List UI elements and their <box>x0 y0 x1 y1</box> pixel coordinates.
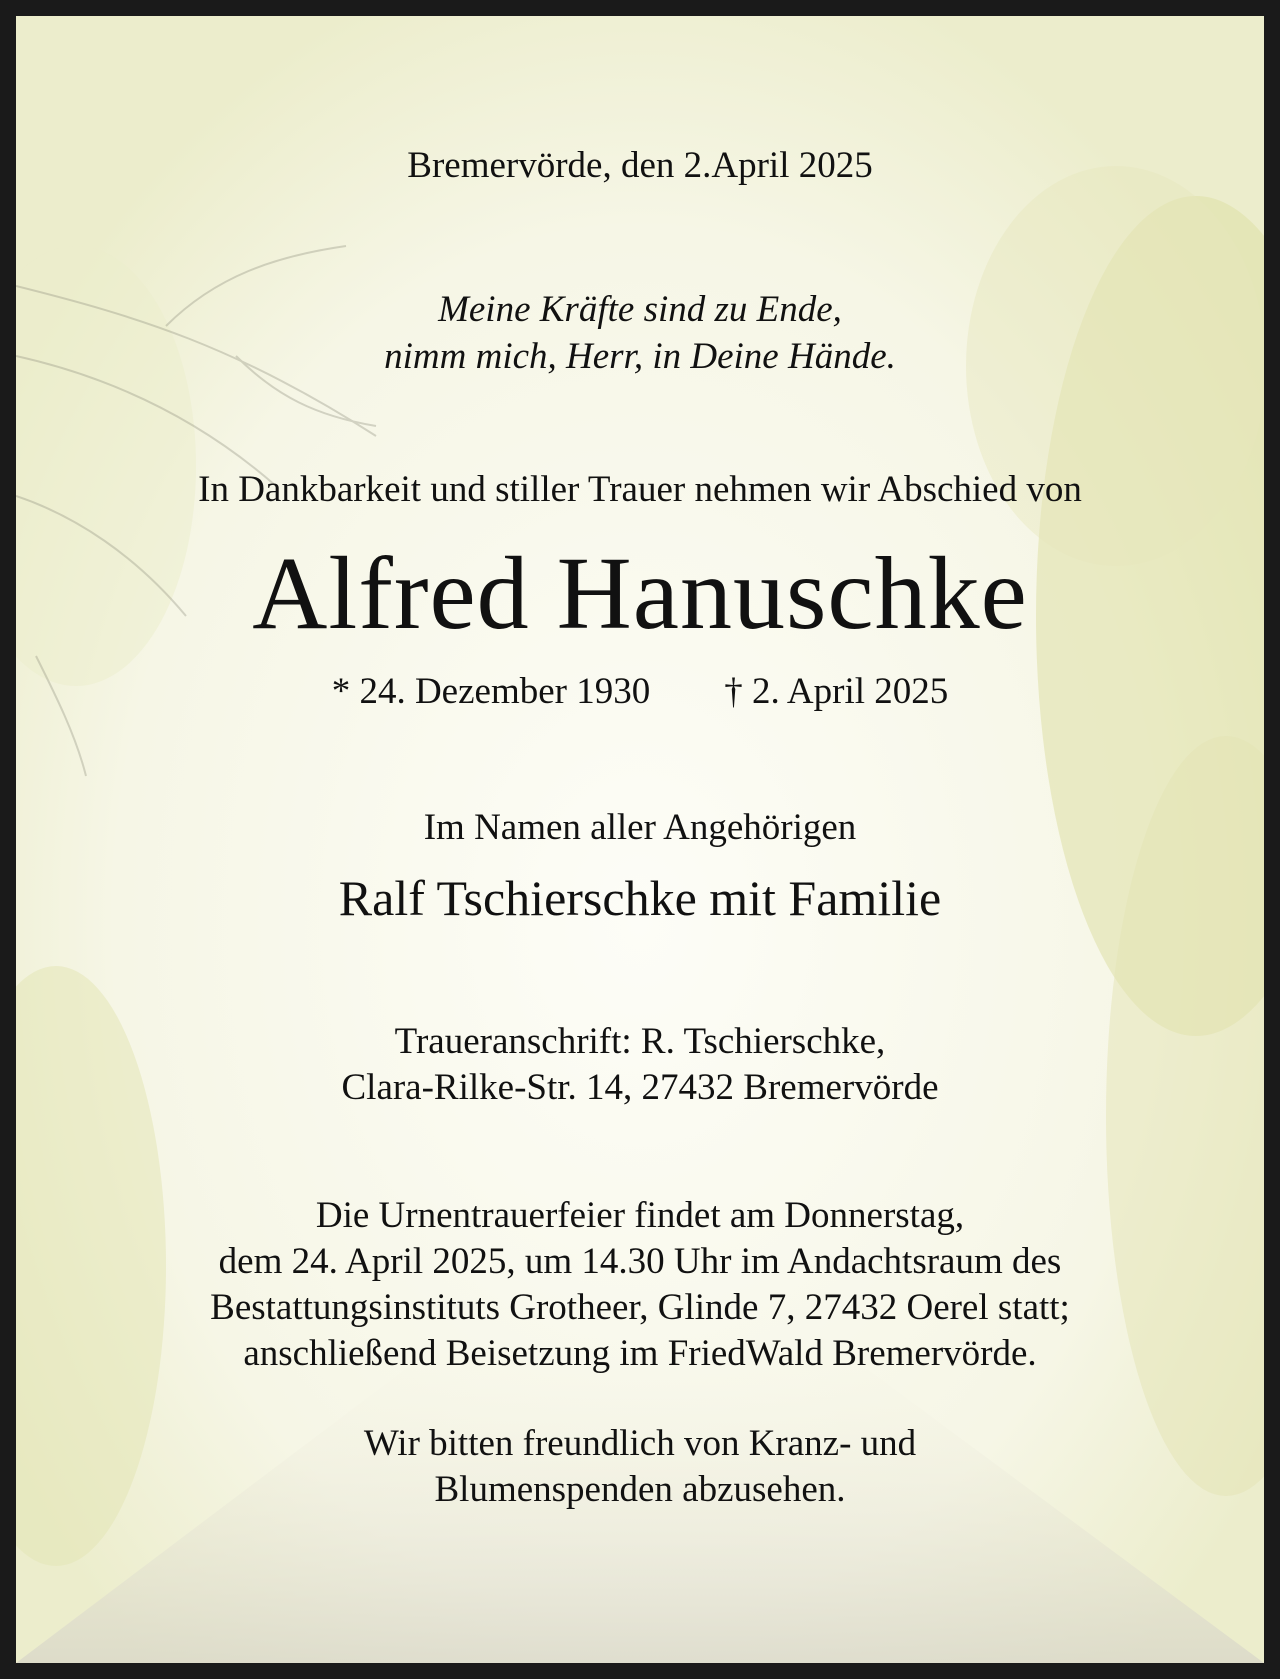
mourning-address <box>16 1019 1264 1111</box>
ceremony-line: dem 24. April 2025, um 14.30 Uhr im Andachtsraum des <box>218 1241 1062 1282</box>
farewell-intro: In Dankbarkeit und stiller Trauer nehmen wir Abschied von <box>198 469 1082 510</box>
request-line: Blumenspenden abzusehen. <box>434 1469 846 1510</box>
notice-text <box>16 16 1264 1663</box>
ceremony-line: Bestattungsinstituts Grotheer, Glinde 7, 27432 Oerel statt; <box>210 1287 1070 1328</box>
death-date: † 2. April 2025 <box>724 671 949 712</box>
family-intro: Im Namen aller Angehörigen <box>423 807 857 848</box>
ceremony-line: Die Urnentrauerfeier findet am Donnerstag, <box>315 1195 965 1236</box>
address-line: Traueranschrift: R. Tschierschke, <box>394 1021 886 1062</box>
deceased-name: Alfred Hanuschke <box>252 536 1028 651</box>
ceremony-details <box>16 1193 1264 1377</box>
birth-date: * 24. Dezember 1930 <box>331 671 651 712</box>
family-name: Ralf Tschierschke mit Familie <box>338 870 942 926</box>
address-line: Clara-Rilke-Str. 14, 27432 Bremervörde <box>341 1067 939 1108</box>
verse-line: Meine Kräfte sind zu Ende, <box>438 289 842 330</box>
verse-line: nimm mich, Herr, in Deine Hände. <box>384 336 896 377</box>
flower-request <box>16 1421 1264 1513</box>
place-and-date: Bremervörde, den 2.April 2025 <box>407 145 873 186</box>
obituary-notice <box>16 16 1264 1663</box>
ceremony-line: anschließend Beisetzung im FriedWald Bremervörde. <box>243 1333 1037 1374</box>
request-line: Wir bitten freundlich von Kranz- und <box>363 1423 917 1464</box>
verse <box>16 286 1264 380</box>
life-dates <box>16 670 1264 713</box>
